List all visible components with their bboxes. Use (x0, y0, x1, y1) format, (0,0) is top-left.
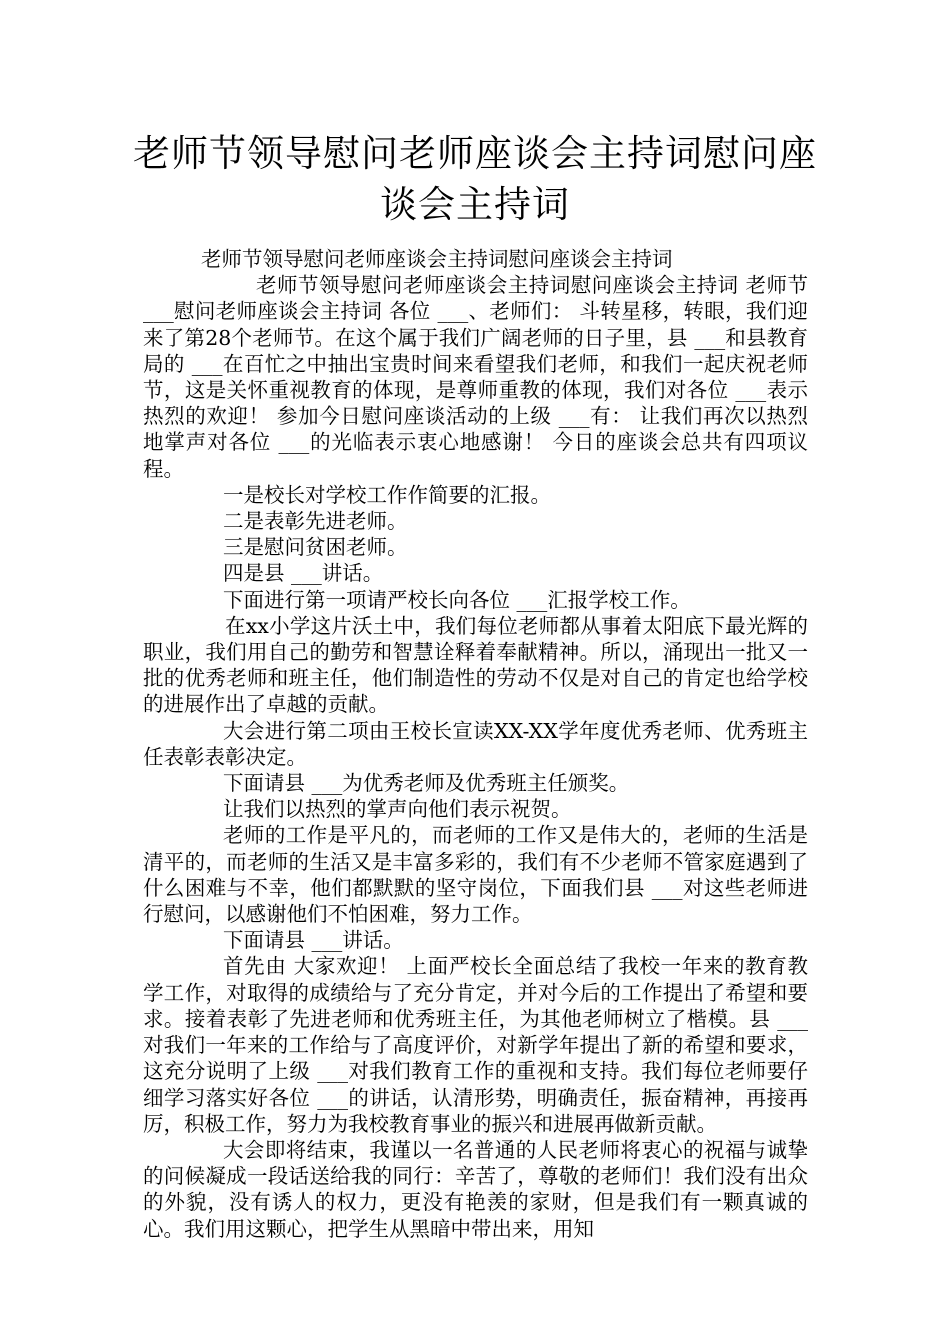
paragraph: 下面进行第一项请严校长向各位 ___汇报学校工作。 (223, 587, 691, 612)
subtitle-line: 老师节领导慰问老师座谈会主持词慰问座谈会主持词 (201, 247, 673, 271)
paragraph: 老师节领导慰问老师座谈会主持词慰问座谈会主持词 老师节 ___慰问老师座谈会主持词 各位 ___、老师们： 斗转星移，转眼，我们迎来了第28个老师节。在这个属于我们广阔老师的日子里，县 ___和县教育局的 ___在百忙之中抽出宝贵时间来看望我们老师，和我们一起庆祝老师节，这是关怀重视教育的体现，是尊师重教的体现，我们对各位 ___表示热烈的欢迎！ 参加今日慰问座谈活动的上级 ___有： 让我们再次以热烈地掌声对各位 ___的光临表示衷心地感谢！ 今日的座谈会总共有四项议程。 (143, 273, 808, 481)
document-body (143, 246, 808, 1242)
paragraph: 下面请县 ___为优秀老师及优秀班主任颁奖。 (223, 771, 630, 796)
paragraph: 三是慰问贫困老师。 (223, 535, 408, 560)
paragraph: 老师的工作是平凡的，而老师的工作又是伟大的，老师的生活是清平的，而老师的生活又是丰富多彩的，我们有不少老师不管家庭遇到了什么困难与不幸，他们都默默的坚守岗位，下面我们县 ___对这些老师进行慰问，以感谢他们不怕困难，努力工作。 (143, 823, 808, 927)
paragraph: 二是表彰先进老师。 (223, 509, 408, 534)
paragraph: 四是县 ___讲话。 (223, 561, 384, 586)
paragraph: 大会进行第二项由王校长宣读XX-XX学年度优秀老师、优秀班主任表彰表彰决定。 (143, 718, 808, 769)
paragraph: 在xx小学这片沃土中，我们每位老师都从事着太阳底下最光辉的职业，我们用自己的勤劳和智慧诠释着奉献精神。所以，涌现出一批又一批的优秀老师和班主任，他们制造性的劳动不仅是对自己的肯定也给学校的进展作出了卓越的贡献。 (143, 613, 808, 717)
paragraph: 下面请县 ___讲话。 (223, 928, 404, 953)
paragraph: 一是校长对学校工作作简要的汇报。 (223, 482, 551, 507)
document-title: 老师节领导慰问老师座谈会主持词慰问座谈会主持词 (133, 132, 817, 226)
paragraph: 首先由 大家欢迎！ 上面严校长全面总结了我校一年来的教育教学工作，对取得的成绩给与了充分肯定，并对今后的工作提出了希望和要求。接着表彰了先进老师和优秀班主任，为其他老师树立了楷模。县 ___对我们一年来的工作给与了高度评价，对新学年提出了新的希望和要求，这充分说明了上级 ___对我们教育工作的重视和支持。我们每位老师要仔细学习落实好各位 ___的讲话，认清形势，明确责任，振奋精神，再接再厉，积极工作，努力为我校教育事业的振兴和进展再做新贡献。 (143, 954, 808, 1136)
paragraph: 大会即将结束，我谨以一名普通的人民老师将衷心的祝福与诚挚的问候凝成一段话送给我的同行：辛苦了，尊敬的老师们！我们没有出众的外貌，没有诱人的权力，更没有艳羡的家财，但是我们有一颗真诚的心。我们用这颗心，把学生从黑暗中带出来，用知 (143, 1137, 808, 1241)
paragraph: 让我们以热烈的掌声向他们表示祝贺。 (223, 797, 572, 822)
